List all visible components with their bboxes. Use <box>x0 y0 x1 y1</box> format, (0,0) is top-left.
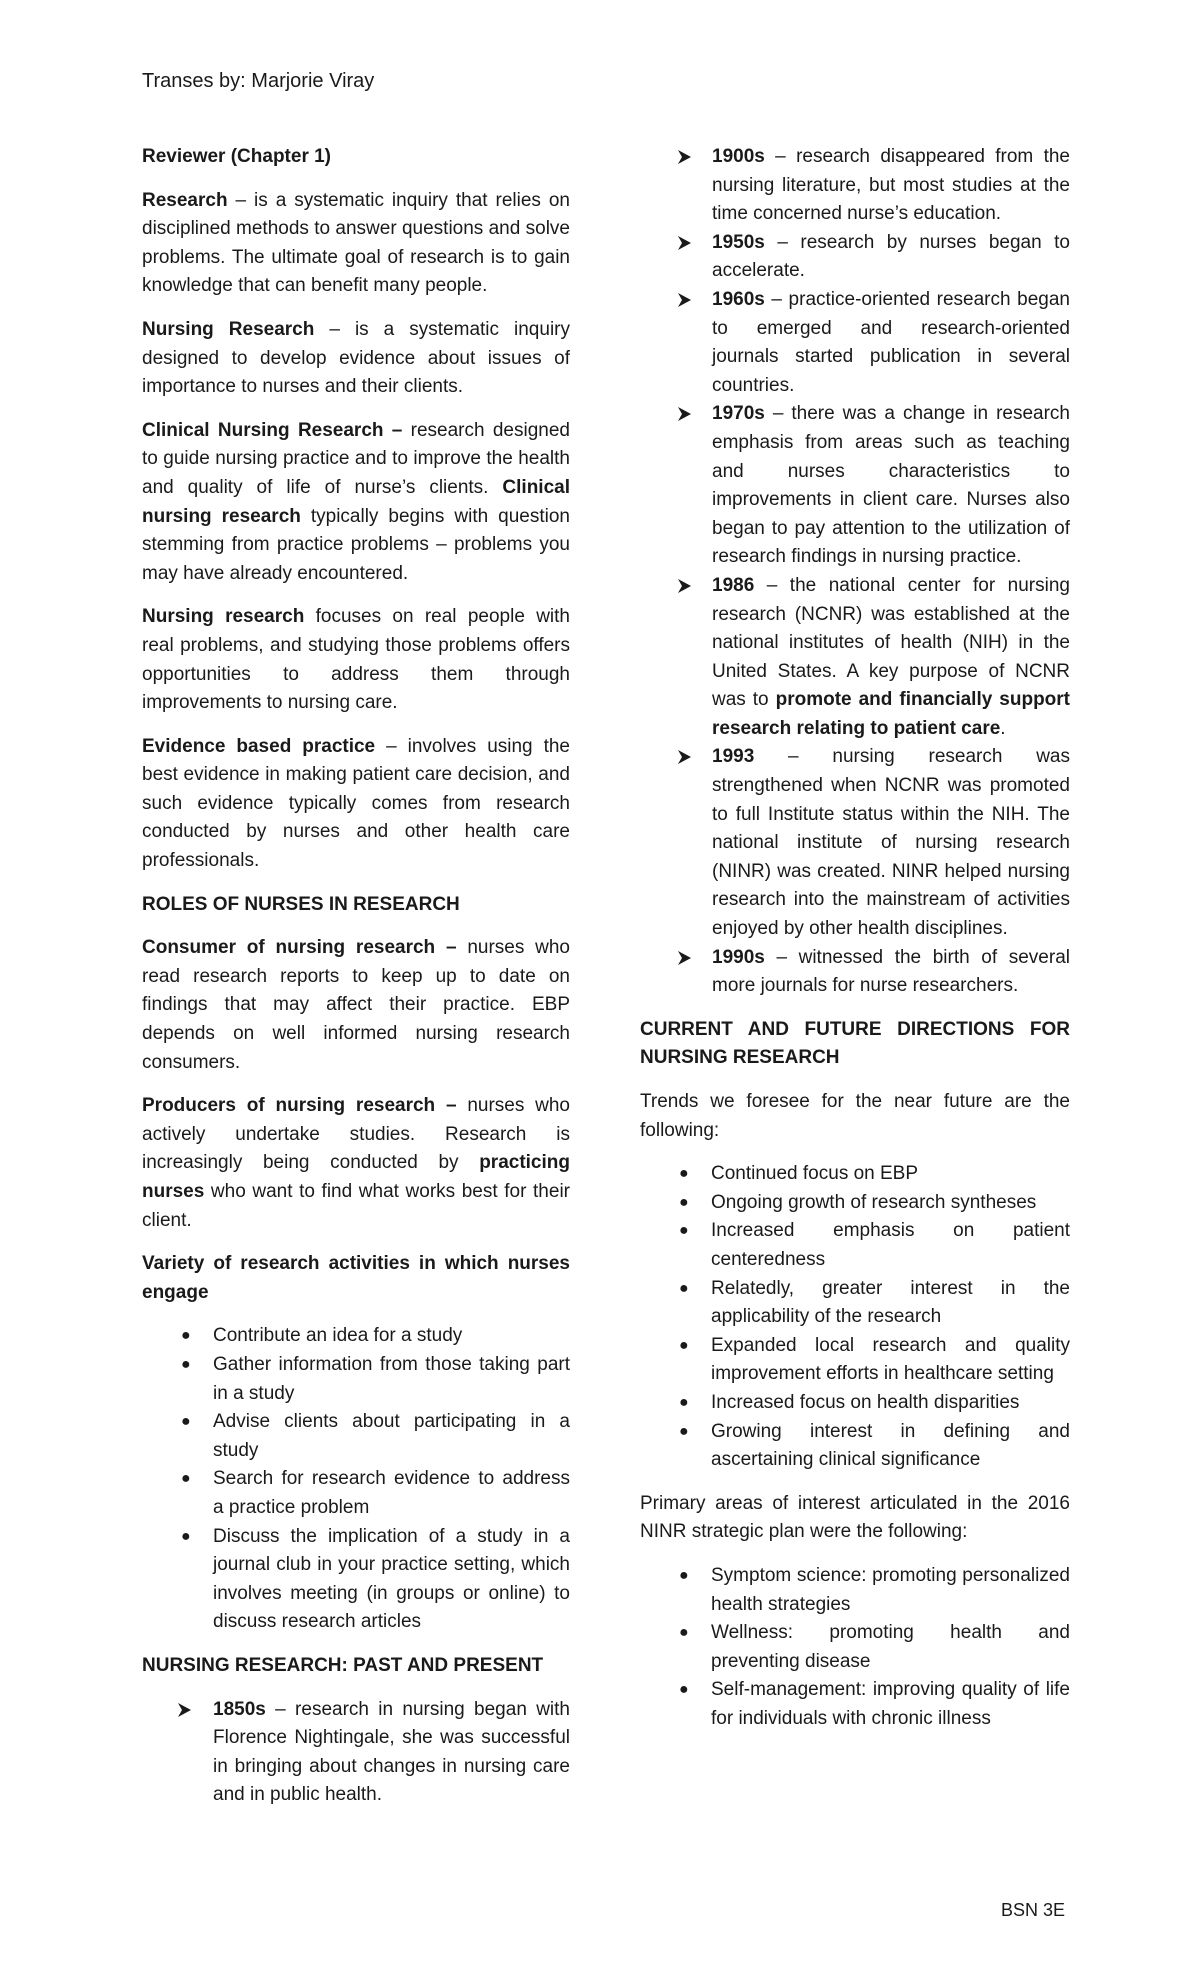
bullet-icon: ● <box>181 1527 191 1545</box>
term: Nursing Research <box>142 318 315 340</box>
term: Producers of nursing research – <box>142 1095 457 1117</box>
list-item: 1993 – nursing research was strengthened when NCNR was promoted to full Institute status within the NIH. The national institute of nursing research (NINR) was created. NINR helped nursing research into the mainstream of activities enjoyed by other health disciplines. <box>640 743 1070 943</box>
history-list-left <box>142 1696 570 1810</box>
bullet-icon: ● <box>679 1681 689 1699</box>
term: Nursing research <box>142 606 305 628</box>
list-item: 1960s – practice-oriented research began to emerged and research-oriented journals started publication in several countries. <box>640 286 1070 400</box>
bullet-icon: ● <box>679 1422 689 1440</box>
producer-definition: Producers of nursing research – nurses who actively undertake studies. Research is increasingly being conducted by practicing nurses who want to find what works best for their client. <box>142 1095 570 1231</box>
term: Consumer of nursing research – <box>142 937 457 959</box>
list-item: ● Increased focus on health disparities <box>640 1389 1070 1418</box>
arrow-bullet-icon <box>676 578 692 594</box>
ebp-definition: Evidence based practice – involves using the best evidence in making patient care decision, and such evidence typically comes from research conducted by nurses and other health care professionals. <box>142 735 570 872</box>
future-directions-heading: CURRENT AND FUTURE DIRECTIONS FOR NURSING RESEARCH <box>640 1018 1070 1069</box>
term: Clinical nursing research <box>142 476 570 527</box>
activities-list <box>142 1322 570 1637</box>
list-item: ● Gather information from those taking part in a study <box>142 1351 570 1408</box>
page-header: Transes by: Marjorie Viray <box>142 70 375 92</box>
bullet-icon: ● <box>679 1193 689 1211</box>
list-item: ● Contribute an idea for a study <box>142 1322 570 1351</box>
bullet-icon: ● <box>679 1279 689 1297</box>
arrow-bullet-icon <box>676 235 692 251</box>
nursing-research-focus: Nursing research focuses on real people with real problems, and studying those problems offers opportunities to address them through improvements to nursing care. <box>142 606 570 714</box>
arrow-bullet-icon <box>676 406 692 422</box>
list-item: ● Continued focus on EBP <box>640 1160 1070 1189</box>
list-item: ● Self-management: improving quality of life for individuals with chronic illness <box>640 1676 1070 1733</box>
arrow-bullet-icon <box>676 749 692 765</box>
arrow-bullet-icon <box>676 149 692 165</box>
list-item: ● Advise clients about participating in a study <box>142 1408 570 1465</box>
left-column <box>142 143 570 1825</box>
bullet-icon: ● <box>679 1222 689 1240</box>
list-item: ● Wellness: promoting health and preventing disease <box>640 1619 1070 1676</box>
clinical-nursing-research-definition: Clinical Nursing Research – research designed to guide nursing practice and to improve the health and quality of life of nurse’s clients. Clinical nursing research typically begins with question stemming from practice problems – problems you may have already encountered. <box>142 419 570 584</box>
ninr-areas-list <box>640 1562 1070 1734</box>
list-item: 1850s – research in nursing began with Florence Nightingale, she was successful in bringing about changes in nursing care and in public health. <box>142 1696 570 1810</box>
list-item: ● Symptom science: promoting personalized health strategies <box>640 1562 1070 1619</box>
bullet-icon: ● <box>679 1336 689 1354</box>
history-list-right <box>640 143 1070 1001</box>
arrow-bullet-icon <box>676 292 692 308</box>
list-item: ● Ongoing growth of research syntheses <box>640 1189 1070 1218</box>
bullet-icon: ● <box>679 1393 689 1411</box>
list-item: ● Expanded local research and quality improvement efforts in healthcare setting <box>640 1332 1070 1389</box>
trends-list <box>640 1160 1070 1475</box>
term: practicing nurses <box>142 1152 570 1202</box>
bullet-icon: ● <box>181 1327 191 1345</box>
ninr-intro: Primary areas of interest articulated in the 2016 NINR strategic plan were the following: <box>640 1492 1070 1543</box>
bullet-icon: ● <box>679 1165 689 1183</box>
list-item: 1950s – research by nurses began to accelerate. <box>640 229 1070 286</box>
right-column <box>640 143 1070 1748</box>
roles-heading: ROLES OF NURSES IN RESEARCH <box>142 893 460 915</box>
bullet-icon: ● <box>181 1355 191 1373</box>
bullet-icon: ● <box>679 1624 689 1642</box>
reviewer-title: Reviewer (Chapter 1) <box>142 146 332 167</box>
list-item: ● Search for research evidence to address a practice problem <box>142 1465 570 1522</box>
nursing-research-definition: Nursing Research – is a systematic inquiry designed to develop evidence about issues of importance to nurses and their clients. <box>142 318 570 398</box>
arrow-bullet-icon <box>676 950 692 966</box>
research-definition: Research – is a systematic inquiry that relies on disciplined methods to answer questions and solve problems. The ultimate goal of research is to gain knowledge that can benefit many people. <box>142 189 570 297</box>
list-item: 1970s – there was a change in research emphasis from areas such as teaching and nurses characteristics to improvements in client care. Nurses also began to pay attention to the utilization of research findings in nursing practice. <box>640 400 1070 572</box>
bullet-icon: ● <box>181 1413 191 1431</box>
list-item: 1900s – research disappeared from the nursing literature, but most studies at the time concerned nurse’s education. <box>640 143 1070 229</box>
term: Research <box>142 189 228 211</box>
term: Evidence based practice <box>142 735 376 757</box>
list-item: 1986 – the national center for nursing research (NCNR) was established at the national institutes of health (NIH) in the United States. A key purpose of NCNR was to promote and financially support research relating to patient care. <box>640 572 1070 744</box>
arrow-bullet-icon <box>176 1702 192 1718</box>
list-item: ● Increased emphasis on patient centeredness <box>640 1217 1070 1274</box>
bullet-icon: ● <box>679 1566 689 1584</box>
trends-intro: Trends we foresee for the near future are the following: <box>640 1091 1070 1141</box>
bullet-icon: ● <box>181 1470 191 1488</box>
term: Clinical Nursing Research – <box>142 419 403 441</box>
list-item: ● Relatedly, greater interest in the applicability of the research <box>640 1275 1070 1332</box>
variety-heading: Variety of research activities in which nurses engage <box>142 1253 570 1303</box>
consumer-definition: Consumer of nursing research – nurses who read research reports to keep up to date on findings that may affect their practice. EBP depends on well informed nursing research consumers. <box>142 937 570 1073</box>
page-footer: BSN 3E <box>1000 1900 1065 1920</box>
past-present-heading: NURSING RESEARCH: PAST AND PRESENT <box>142 1654 544 1676</box>
list-item: ● Growing interest in defining and ascertaining clinical significance <box>640 1418 1070 1475</box>
list-item: ● Discuss the implication of a study in a journal club in your practice setting, which involves meeting (in groups or online) to discuss research articles <box>142 1523 570 1637</box>
list-item: 1990s – witnessed the birth of several more journals for nurse researchers. <box>640 944 1070 1001</box>
